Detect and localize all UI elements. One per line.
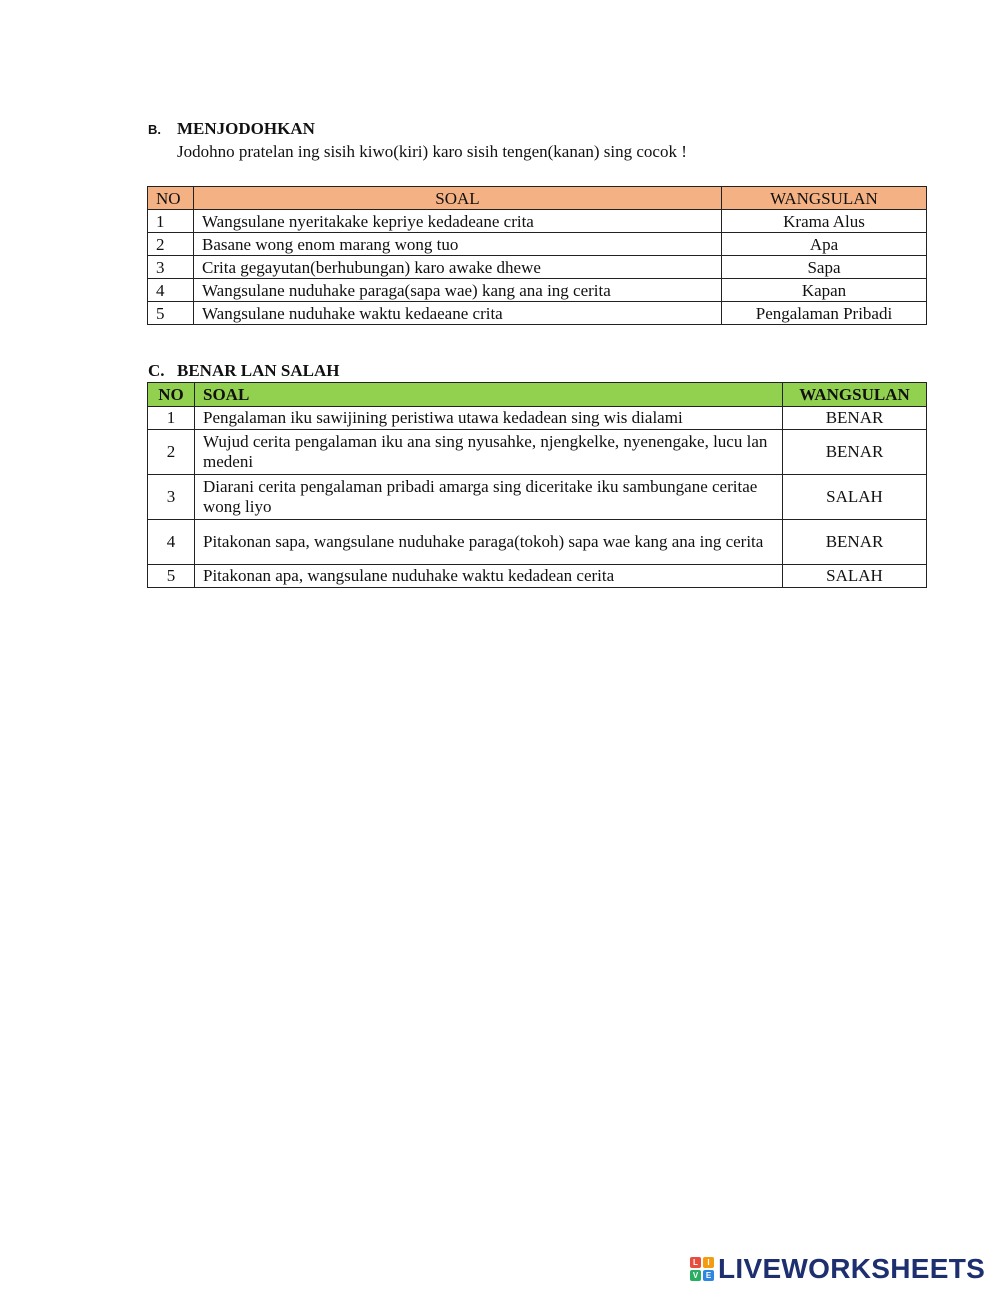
row-no: 4 (148, 520, 195, 565)
section-c-title: BENAR LAN SALAH (177, 361, 340, 380)
row-no: 5 (148, 565, 195, 588)
row-soal: Wangsulane nyeritakake kepriye kedadeane crita (194, 210, 722, 233)
col-header-no: NO (148, 187, 194, 210)
section-c-heading (148, 360, 339, 382)
row-wangsulan[interactable]: BENAR (783, 407, 927, 430)
section-b-letter: B. (148, 122, 161, 137)
row-wangsulan[interactable]: BENAR (783, 430, 927, 475)
row-soal: Basane wong enom marang wong tuo (194, 233, 722, 256)
table-row (148, 302, 927, 325)
logo-grid-icon (690, 1257, 714, 1281)
table-row (148, 233, 927, 256)
row-no: 2 (148, 430, 195, 475)
logo-tile: I (703, 1257, 714, 1268)
col-header-soal: SOAL (195, 383, 783, 407)
row-wangsulan[interactable]: BENAR (783, 520, 927, 565)
logo-tile: L (690, 1257, 701, 1268)
row-wangsulan[interactable]: Kapan (722, 279, 927, 302)
table-row (148, 256, 927, 279)
table-row (148, 520, 927, 565)
brand-name: LIVEWORKSHEETS (718, 1253, 986, 1284)
matching-table (147, 186, 927, 325)
row-wangsulan[interactable]: SALAH (783, 475, 927, 520)
section-b-heading (148, 118, 948, 140)
section-c-letter: C. (148, 361, 165, 380)
true-false-table-header (148, 383, 927, 407)
row-no: 3 (148, 256, 194, 279)
row-no: 3 (148, 475, 195, 520)
matching-table-header (148, 187, 927, 210)
row-wangsulan[interactable]: Krama Alus (722, 210, 927, 233)
row-soal: Pitakonan sapa, wangsulane nuduhake paraga(tokoh) sapa wae kang ana ing cerita (195, 520, 783, 565)
row-soal: Wujud cerita pengalaman iku ana sing nyusahke, njengkelke, nyenengake, lucu lan medeni (195, 430, 783, 475)
col-header-wangsulan: WANGSULAN (783, 383, 927, 407)
col-header-no: NO (148, 383, 195, 407)
liveworksheets-logo[interactable] (690, 1253, 985, 1285)
section-b-instruction: Jodohno pratelan ing sisih kiwo(kiri) karo sisih tengen(kanan) sing cocok ! (177, 142, 687, 161)
section-b-title: MENJODOHKAN (177, 119, 315, 138)
row-soal: Wangsulane nuduhake waktu kedaeane crita (194, 302, 722, 325)
table-row (148, 430, 927, 475)
row-wangsulan[interactable]: SALAH (783, 565, 927, 588)
logo-tile: V (690, 1270, 701, 1281)
row-soal: Crita gegayutan(berhubungan) karo awake dhewe (194, 256, 722, 279)
row-no: 1 (148, 407, 195, 430)
row-no: 4 (148, 279, 194, 302)
col-header-wangsulan: WANGSULAN (722, 187, 927, 210)
table-row (148, 279, 927, 302)
row-no: 1 (148, 210, 194, 233)
table-row (148, 565, 927, 588)
true-false-table (147, 382, 927, 588)
logo-tile: E (703, 1270, 714, 1281)
row-wangsulan[interactable]: Sapa (722, 256, 927, 279)
row-soal: Pengalaman iku sawijining peristiwa utawa kedadean sing wis dialami (195, 407, 783, 430)
row-wangsulan[interactable]: Apa (722, 233, 927, 256)
row-no: 5 (148, 302, 194, 325)
table-row (148, 407, 927, 430)
row-soal: Diarani cerita pengalaman pribadi amarga sing diceritake iku sambungane ceritae wong liyo (195, 475, 783, 520)
row-soal: Wangsulane nuduhake paraga(sapa wae) kang ana ing cerita (194, 279, 722, 302)
row-no: 2 (148, 233, 194, 256)
table-row (148, 210, 927, 233)
row-wangsulan[interactable]: Pengalaman Pribadi (722, 302, 927, 325)
table-row (148, 475, 927, 520)
row-soal: Pitakonan apa, wangsulane nuduhake waktu kedadean cerita (195, 565, 783, 588)
section-b (148, 118, 948, 164)
col-header-soal: SOAL (194, 187, 722, 210)
